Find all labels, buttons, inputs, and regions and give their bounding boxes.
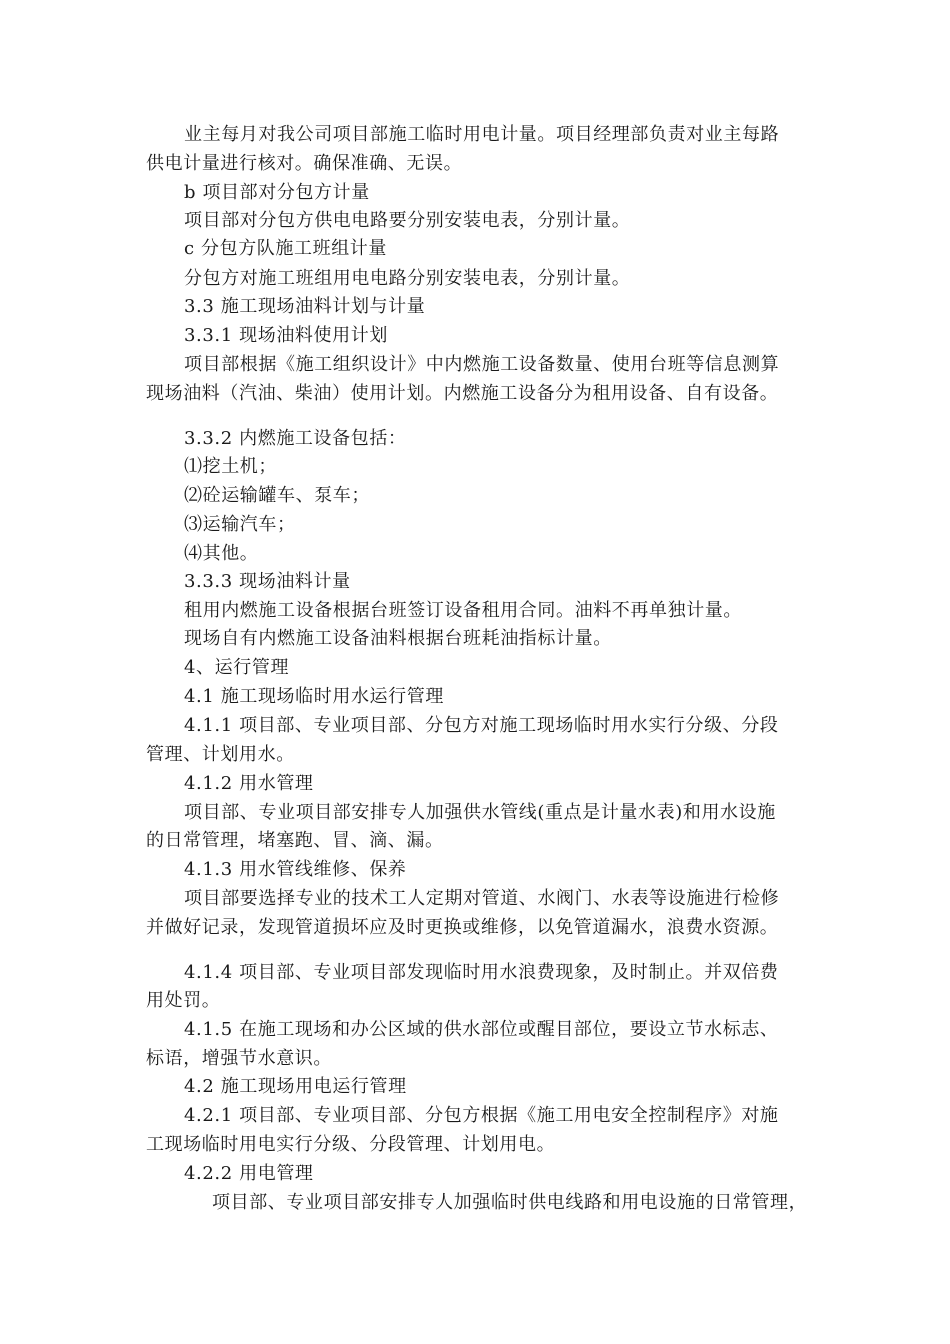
text-line: 4.1.1 项目部、专业项目部、分包方对施工现场临时用水实行分级、分段 — [184, 715, 779, 736]
text-line: 供电计量进行核对。确保准确、无误。 — [146, 153, 463, 174]
section-heading: 4.1 施工现场临时用水运行管理 — [184, 686, 444, 707]
text-line: 现场油料（汽油、柴油）使用计划。内燃施工设备分为租用设备、自有设备。 — [146, 383, 779, 404]
section-heading: 4.1.2 用水管理 — [184, 773, 314, 794]
section-heading: 3.3.3 现场油料计量 — [184, 571, 351, 592]
text-line: 4.1.4 项目部、专业项目部发现临时用水浪费现象，及时制止。并双倍费 — [184, 962, 779, 983]
text-line: 4.1.5 在施工现场和办公区域的供水部位或醒目部位，要设立节水标志、 — [184, 1019, 779, 1040]
text-line: 并做好记录，发现管道损坏应及时更换或维修，以免管道漏水，浪费水资源。 — [146, 917, 779, 938]
section-heading: 4.2 施工现场用电运行管理 — [184, 1076, 407, 1097]
text-line: 项目部对分包方供电电路要分别安装电表，分别计量。 — [184, 210, 631, 231]
list-item: ⑷其他。 — [184, 543, 259, 564]
section-heading: 4.1.3 用水管线维修、保养 — [184, 859, 407, 880]
section-heading: 3.3 施工现场油料计划与计量 — [184, 296, 426, 317]
text-line: c 分包方队施工班组计量 — [184, 238, 388, 259]
text-line: 项目部要选择专业的技术工人定期对管道、水阀门、水表等设施进行检修 — [184, 888, 780, 909]
text-line: 项目部、专业项目部安排专人加强供水管线(重点是计量水表)和用水设施 — [184, 802, 776, 823]
text-line: 项目部、专业项目部安排专人加强临时供电线路和用电设施的日常管理， — [212, 1192, 808, 1213]
text-line: 分包方对施工班组用电电路分别安装电表，分别计量。 — [184, 268, 631, 289]
text-line: 标语，增强节水意识。 — [146, 1048, 332, 1069]
text-line: 工现场临时用电实行分级、分段管理、计划用电。 — [146, 1134, 556, 1155]
text-line: 管理、计划用水。 — [146, 744, 295, 765]
list-item: ⑶运输汽车； — [184, 514, 296, 535]
text-line: 租用内燃施工设备根据台班签订设备租用合同。油料不再单独计量。 — [184, 600, 742, 621]
text-line: 现场自有内燃施工设备油料根据台班耗油指标计量。 — [184, 628, 612, 649]
text-line: 业主每月对我公司项目部施工临时用电计量。项目经理部负责对业主每路 — [184, 124, 780, 145]
text-line: 的日常管理，堵塞跑、冒、滴、漏。 — [146, 830, 444, 851]
section-heading: 4.2.2 用电管理 — [184, 1163, 314, 1184]
text-line: 4.2.1 项目部、专业项目部、分包方根据《施工用电安全控制程序》对施 — [184, 1105, 779, 1126]
text-line: b 项目部对分包方计量 — [184, 182, 370, 203]
text-line: 用处罚。 — [146, 990, 221, 1011]
section-heading: 3.3.1 现场油料使用计划 — [184, 325, 388, 346]
list-item: ⑵砼运输罐车、泵车； — [184, 485, 370, 506]
text-line: 项目部根据《施工组织设计》中内燃施工设备数量、使用台班等信息测算 — [184, 354, 780, 375]
section-heading: 3.3.2 内燃施工设备包括： — [184, 428, 407, 449]
section-heading: 4、运行管理 — [184, 657, 290, 678]
list-item: ⑴挖土机； — [184, 456, 277, 477]
